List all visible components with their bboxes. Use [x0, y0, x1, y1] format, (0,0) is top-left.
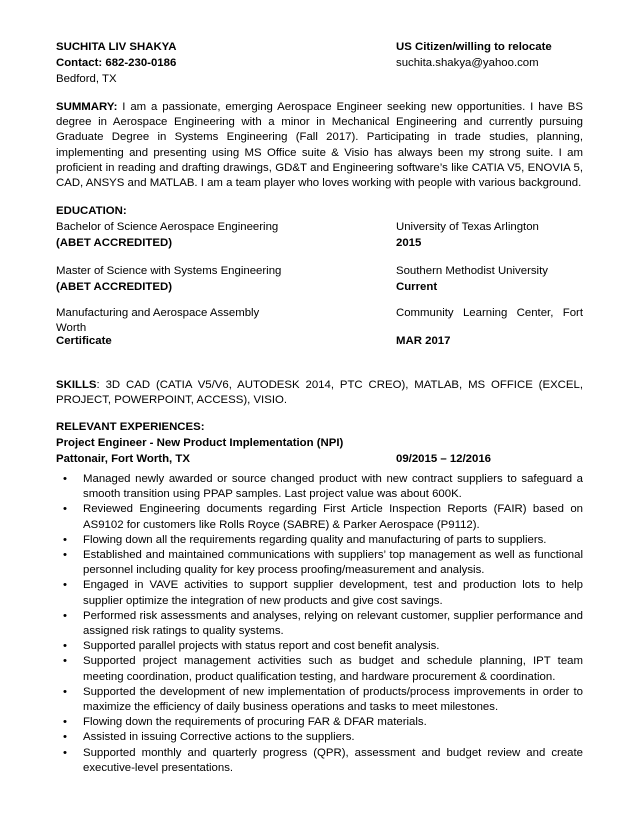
education-note-2: (ABET ACCREDITED)	[56, 281, 173, 293]
bullet-icon: •	[63, 640, 67, 653]
list-item: • Flowing down all the requirements regarding quality and manufacturing of parts to suppliers.	[56, 533, 583, 548]
education-school-3: Community Learning Center, Fort	[396, 307, 583, 319]
list-item: • Performed risk assessments and analyses, relying on relevant customer, supplier performance and assigned risk ratings to quality systems.	[63, 609, 583, 638]
list-item: • Assisted in issuing Corrective actions to the suppliers.	[56, 730, 583, 745]
education-date-3: MAR 2017	[396, 335, 451, 347]
bullet-icon: •	[63, 746, 67, 759]
education-degree-2: Master of Science with Systems Engineering	[56, 265, 282, 277]
list-item: • Supported the development of new implementation of products/process improvements in order to maximize the efficiency of daily business operations and tasks to meet milestones.	[63, 685, 583, 714]
job-title: Project Engineer - New Product Implementation (NPI)	[56, 437, 344, 449]
bullet-icon: •	[63, 503, 67, 516]
bullet-icon: •	[63, 716, 67, 729]
bullet-icon: •	[63, 731, 67, 744]
summary-section	[56, 100, 583, 191]
education-date-1: 2015	[396, 237, 422, 249]
education-note-1: (ABET ACCREDITED)	[56, 237, 173, 249]
education-date-2: Current	[396, 281, 438, 293]
summary-text: I am a passionate, emerging Aerospace Engineer seeking new opportunities. I have BS degree in Aerospace Engineering with a minor in Mechanical Engineering and currently pursuing Graduate Degree in Systems Engineering (Fall 2017). Participating in trade studies, planning, implementing and presenting using MS Office suite & Visio has always been my strong suite. I am proficient in reading and drafting drawings, GD&T and Engineering software’s like CATIA V5, ENOVIA 5, CAD, ANSYS and MATLAB. I am a team player who loves working with people with various background.	[56, 101, 583, 190]
contact-email: suchita.shakya@yahoo.com	[396, 57, 539, 69]
job-bullet-list	[56, 472, 583, 776]
bullet-icon: •	[63, 685, 67, 698]
list-item: • Established and maintained communications with suppliers’ top management as well as functional personnel including quality for key process proofing/measurement and analysis.	[63, 549, 583, 577]
education-degree-1: Bachelor of Science Aerospace Engineering	[56, 221, 279, 233]
list-item: • Reviewed Engineering documents regarding First Article Inspection Reports (FAIR) based on AS9102 for customers like Rolls Royce (SABRE) & Parker Aerospace (P9112).	[63, 503, 583, 531]
experience-heading: RELEVANT EXPERIENCES:	[56, 421, 205, 433]
location: Bedford, TX	[56, 73, 117, 85]
summary-label: SUMMARY:	[56, 101, 118, 113]
citizenship-status: US Citizen/willing to relocate	[396, 41, 552, 53]
candidate-name: SUCHITA LIV SHAKYA	[56, 41, 177, 53]
education-school-1: University of Texas Arlington	[396, 221, 539, 233]
list-item: • Flowing down the requirements of procuring FAR & DFAR materials.	[56, 715, 583, 730]
job-dates: 09/2015 – 12/2016	[396, 453, 492, 465]
bullet-icon: •	[63, 533, 67, 546]
bullet-icon: •	[63, 473, 67, 485]
education-note-3: Certificate	[56, 335, 112, 347]
bullet-icon: •	[63, 655, 67, 668]
bullet-icon: •	[63, 579, 67, 592]
contact-phone: Contact: 682-230-0186	[56, 57, 177, 69]
skills-text: : 3D CAD (CATIA V5/V6, AUTODESK 2014, PTC CREO), MATLAB, MS OFFICE (EXCEL, PROJECT, POWERPOINT, ACCESS), VISIO.	[56, 379, 583, 407]
list-item: • Supported monthly and quarterly progress (QPR), assessment and budget review and create executive-level presentations.	[63, 746, 583, 774]
skills-section	[56, 378, 583, 408]
education-school-2: Southern Methodist University	[396, 265, 548, 277]
list-item: • Engaged in VAVE activities to support supplier development, test and production lots to help supplier optimize the integration of new products and give cost savings.	[63, 579, 583, 607]
bullet-icon: •	[63, 609, 67, 622]
job-company: Pattonair, Fort Worth, TX	[56, 453, 190, 465]
list-item: • Supported project management activities such as budget and schedule planning, IPT team meeting coordination, product qualification testing, and hardware procurement & coordination.	[63, 655, 583, 683]
bullet-icon: •	[63, 549, 67, 562]
education-degree-3: Manufacturing and Aerospace Assembly Worth	[56, 307, 260, 335]
list-item: • Managed newly awarded or source changed product with new contract suppliers to safeguard a smooth transition using PPAP samples. Last project value was about 600K.	[63, 473, 583, 501]
skills-label: SKILLS	[56, 379, 97, 391]
list-item: • Supported parallel projects with status report and cost benefit analysis.	[56, 639, 583, 654]
education-heading: EDUCATION:	[56, 205, 127, 217]
